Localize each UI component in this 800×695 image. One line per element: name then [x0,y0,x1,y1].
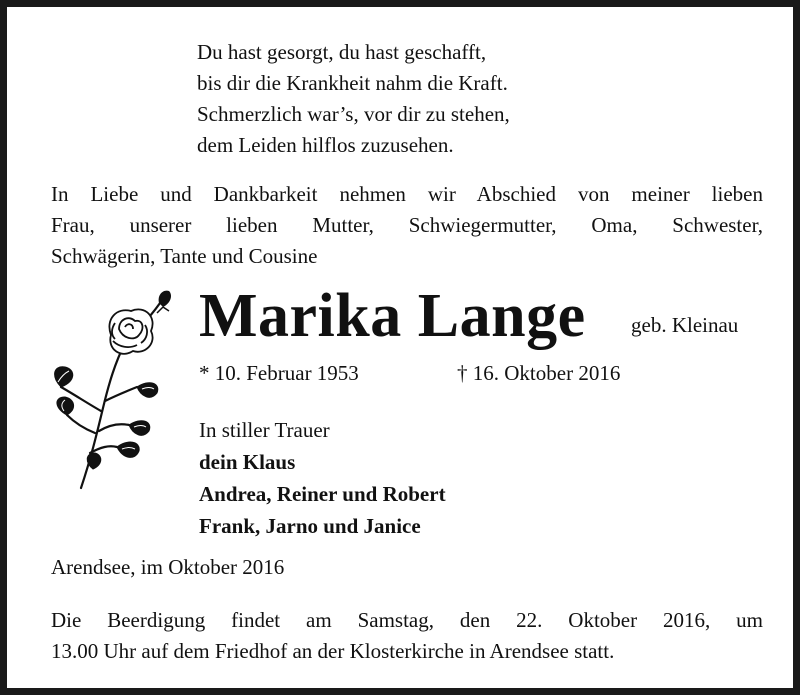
funeral-line: Die Beerdigung findet am Samstag, den 22. Oktober 2016, um [51,608,763,632]
poem-line: bis dir die Krankheit nahm die Kraft. [197,71,508,95]
poem-line: Schmerzlich war’s, vor dir zu stehen, [197,102,510,126]
death-date: † 16. Oktober 2016 [457,361,621,385]
intro-line: Frau, unserer lieben Mutter, Schwiegermutter, Oma, Schwester, [51,213,763,237]
funeral-notice [51,605,763,667]
mourner-line: Andrea, Reiner und Robert [199,482,446,506]
intro-line: In Liebe und Dankbarkeit nehmen wir Abschied von meiner lieben [51,182,763,206]
mourner-line: Frank, Jarno und Janice [199,514,421,538]
poem-line: dem Leiden hilflos zuzusehen. [197,133,454,157]
funeral-line: 13.00 Uhr auf dem Friedhof an der Klosterkirche in Arendsee statt. [51,639,615,663]
birth-date: * 10. Februar 1953 [199,361,359,385]
rose-icon [45,283,185,493]
deceased-name: Marika Lange [199,282,586,350]
place-date: Arendsee, im Oktober 2016 [51,555,285,579]
poem-line: Du hast gesorgt, du hast geschafft, [197,40,487,64]
mourner-line: dein Klaus [199,450,296,474]
mourners-intro: In stiller Trauer [199,418,330,442]
maiden-name: geb. Kleinau [631,313,739,337]
intro-text [51,179,763,272]
mourners-block [199,414,446,542]
poem [197,37,510,161]
intro-line: Schwägerin, Tante und Cousine [51,244,318,268]
